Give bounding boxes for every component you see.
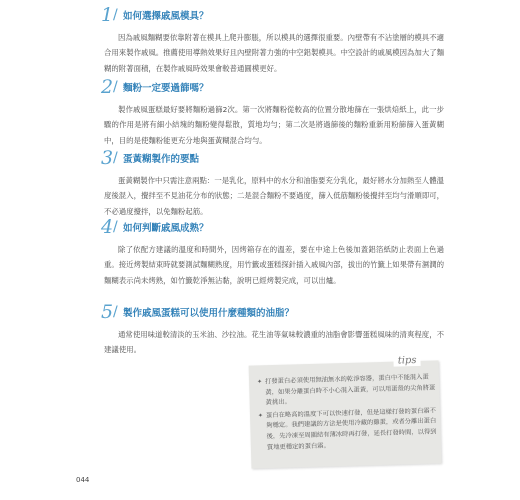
section-2 <box>101 76 444 148</box>
section-heading <box>101 301 444 327</box>
section-heading <box>101 4 444 30</box>
section-5 <box>101 301 444 358</box>
slash-decoration: / <box>113 219 118 235</box>
section-title: 麵粉一定要過篩嗎？ <box>123 83 209 94</box>
section-heading <box>101 147 444 173</box>
slash-decoration: / <box>113 7 118 23</box>
section-heading <box>101 76 444 102</box>
section-number: 3 <box>101 147 114 169</box>
section-1 <box>101 4 444 76</box>
slash-decoration: / <box>113 304 118 320</box>
tips-list <box>257 372 437 455</box>
tips-box <box>249 354 442 468</box>
tips-item: ✦ 打發蛋白必須使用無油無水的乾淨容器，蛋白中不能混入蛋黃，如果分離蛋白時不小心混入蛋黃，可以用蛋殼的尖角將蛋黃挑出。 <box>257 372 436 409</box>
slash-decoration: / <box>113 150 118 166</box>
section-number: 2 <box>101 76 114 98</box>
page-number: 044 <box>76 476 90 484</box>
section-number: 4 <box>101 216 114 238</box>
section-4 <box>101 216 444 288</box>
tips-title: tips <box>394 355 421 367</box>
section-3 <box>101 147 444 219</box>
section-title: 製作戚風蛋糕可以使用什麼種類的油脂？ <box>123 308 295 319</box>
section-number: 5 <box>101 301 114 323</box>
section-title: 如何判斷戚風成熟？ <box>123 223 209 234</box>
tips-item: ✦ 蛋白在略高的溫度下可以快速打發，但是這樣打發的蛋白霜不夠穩定。我們建議的方法是使用冷藏的雞蛋，或者分離出蛋白後，先冷凍至周圍結有薄冰時再打發，延長打發時間，以得到質地更穩定的蛋白霜。 <box>258 406 437 453</box>
section-title: 蛋黃糊製作的要點 <box>123 154 200 165</box>
section-title: 如何選擇戚風模具？ <box>123 11 209 22</box>
section-body: 因為戚風麵糊要依靠附著在模具上爬升膨脹，所以模具的選擇很重要。內壁帶有不沾塗層的模具不適合用來製作戚風。推薦使用導熱效果好且內壁附著力強的中空鋁製模具。中空設計的戚風模因為加大了麵糊的附著面積，在製作戚風時效果會較普通圓模更好。 <box>104 33 444 73</box>
section-body: 蛋黃糊製作中只需注意兩點：一是乳化，原料中的水分和油脂要充分乳化，最好將水分加熱至人體溫度後混入，攪拌至不見油花分布的狀態；二是混合麵粉不要過度，篩入低筋麵粉後攪拌至均勻滑順即可，不必過度攪拌，以免麵粉起筋。 <box>104 176 444 216</box>
section-body: 製作戚風蛋糕最好要將麵粉過篩2次。第一次將麵粉從較高的位置分散地篩在一張烘焙紙上，此一步驟的作用是將有細小結塊的麵粉變得鬆散，質地均勻；第二次是將過篩後的麵粉重新用粉篩篩入蛋黃糊中，目的是使麵粉能更充分地與蛋黃糊混合均勻。 <box>104 105 444 145</box>
section-heading <box>101 216 444 242</box>
section-body: 除了依配方建議的溫度和時間外，因烤箱存在的溫差，要在中途上色後加蓋鋁箔紙防止表面上色過重。接近烤製結束時就要測試麵糊熟度，用竹籤或蛋糕探針插入戚風內部，拔出的竹籤上如果帶有濕潤的麵糊表示尚未烤熟，如竹籤乾淨無沾黏，說明已經烤製完成，可以出爐。 <box>104 245 444 285</box>
section-number: 1 <box>101 4 114 26</box>
section-body: 通常使用味道較清淡的玉米油、沙拉油。花生油等氣味較濃重的油脂會影響蛋糕風味的清爽程度，不建議使用。 <box>104 330 444 355</box>
slash-decoration: / <box>113 79 118 95</box>
